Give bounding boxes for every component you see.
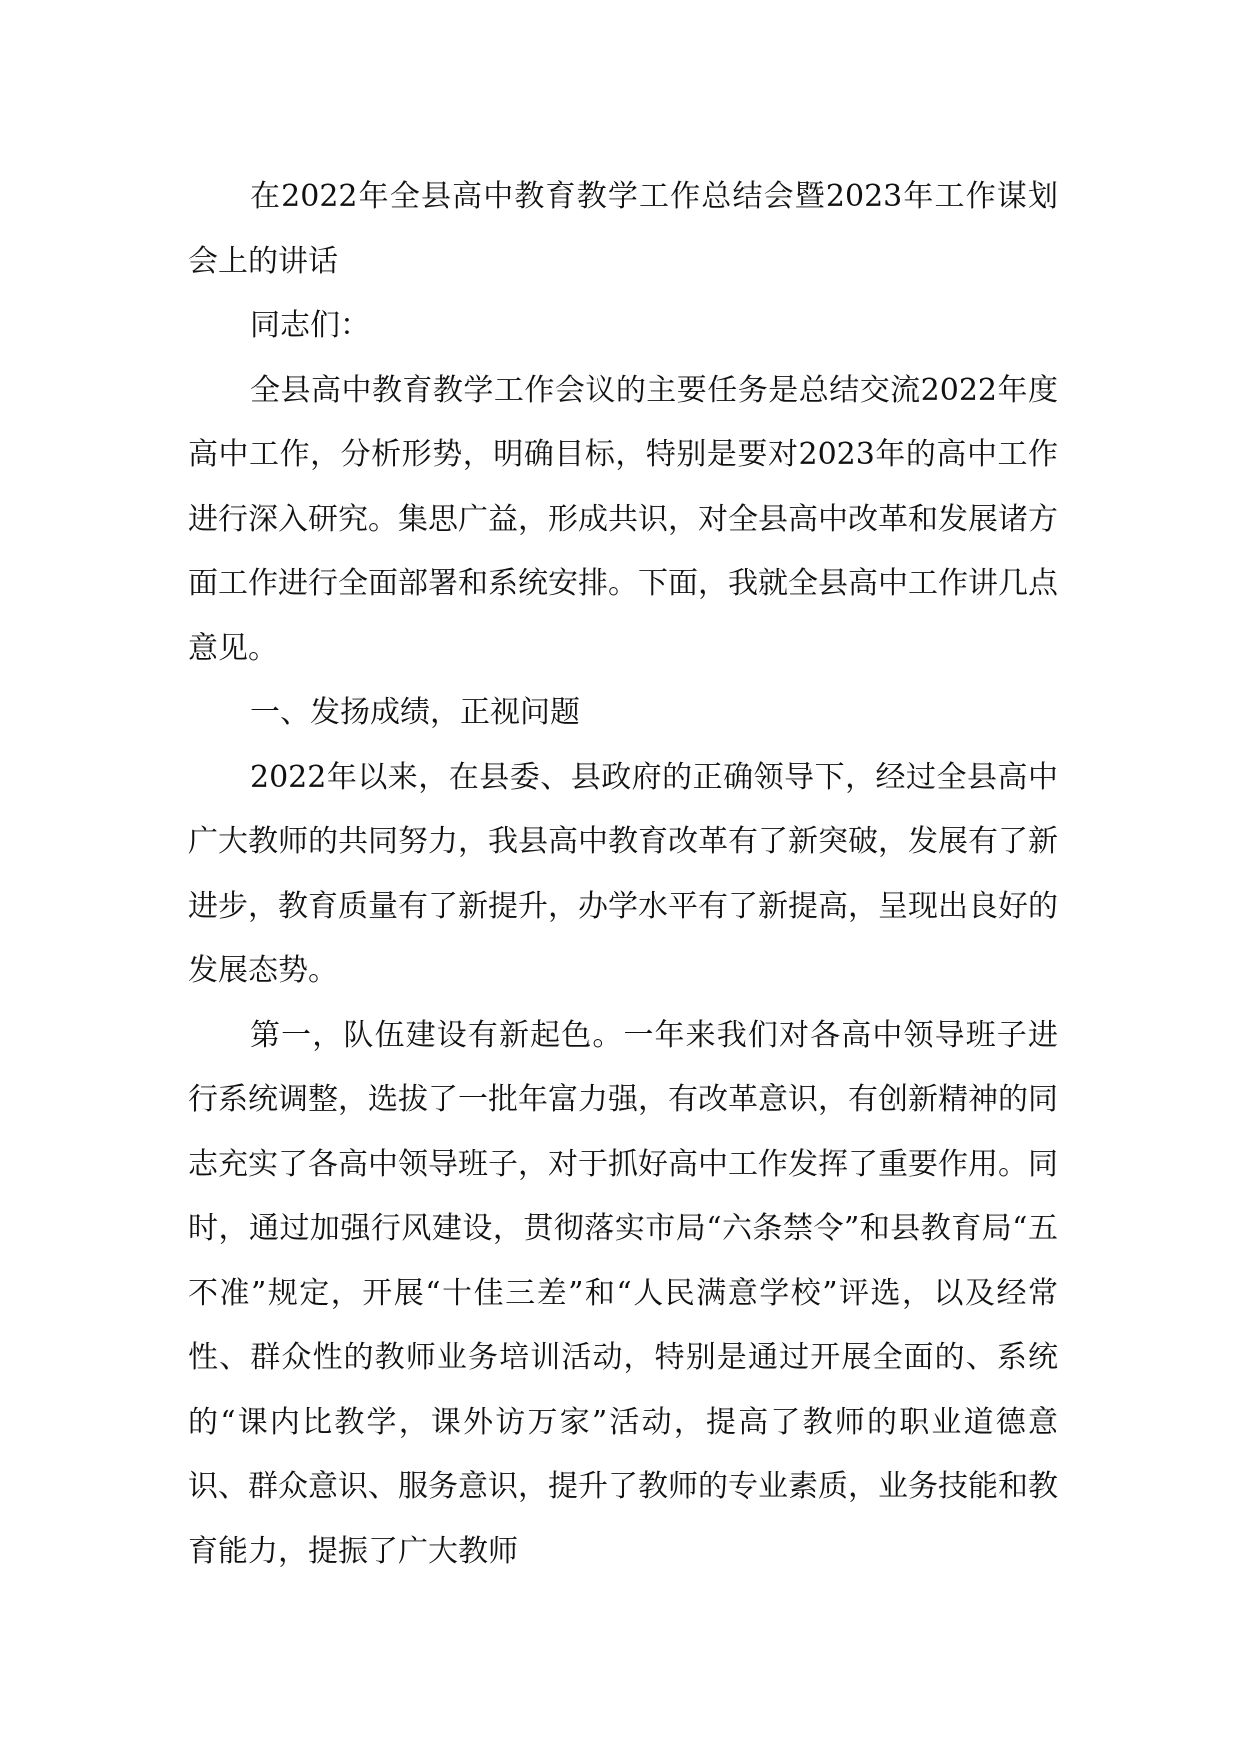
document-body xyxy=(188,165,1058,1584)
salutation: 同志们： xyxy=(250,308,370,343)
document-title: 在2022年全县高中教育教学工作总结会暨2023年工作谋划会上的讲话 xyxy=(188,179,1058,279)
section-heading: 一、发扬成绩，正视问题 xyxy=(250,695,580,730)
paragraph-team-building: 第一，队伍建设有新起色。一年来我们对各高中领导班子进行系统调整，选拔了一批年富力强，有改革意识，有创新精神的同志充实了各高中领导班子，对于抓好高中工作发挥了重要作用。同时，通过加强行风建设，贯彻落实市局“六条禁令”和县教育局“五不准”规定，开展“十佳三差”和“人民满意学校”评选，以及经常性、群众性的教师业务培训活动，特别是通过开展全面的、系统的“课内比教学，课外访万家”活动，提高了教师的职业道德意识、群众意识、服务意识，提升了教师的专业素质，业务技能和教育能力，提振了广大教师 xyxy=(188,1017,1058,1569)
paragraph-achievements: 2022年以来，在县委、县政府的正确领导下，经过全县高中广大教师的共同努力，我县高中教育改革有了新突破，发展有了新进步，教育质量有了新提升，办学水平有了新提高，呈现出良好的发展态势。 xyxy=(188,759,1058,988)
paragraph-intro: 全县高中教育教学工作会议的主要任务是总结交流2022年度高中工作，分析形势，明确目标，特别是要对2023年的高中工作进行深入研究。集思广益，形成共识，对全县高中改革和发展诸方面工作进行全面部署和系统安排。下面，我就全县高中工作讲几点意见。 xyxy=(188,372,1058,666)
